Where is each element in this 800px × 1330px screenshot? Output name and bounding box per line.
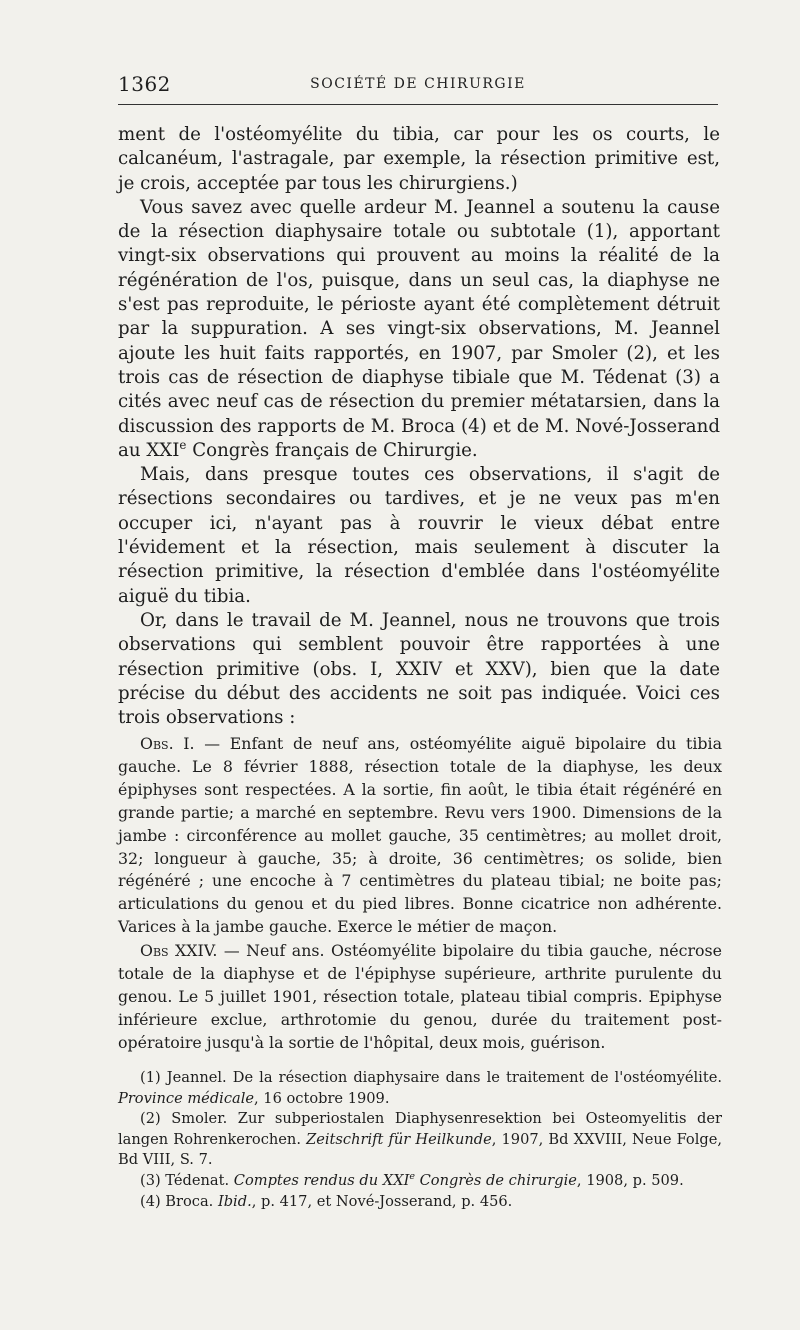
footnote-text: (1) Jeannel. De la résection diaphysaire dans le traitement de l'ostéomyélite. xyxy=(140,1069,722,1086)
observation-text: — Neuf ans. Ostéomyélite bipolaire du tibia gauche, nécrose totale de la diaphyse et de l'épiphyse supérieure, arthrite purulente du genou. Le 5 juillet 1901, résection totale, plateau tibial compris. Epiphyse inférieure exclue, arthrotomie du genou, durée du traitement post-opératoire jusqu'à la sortie de l'hôpital, deux mois, guérison. xyxy=(118,941,722,1052)
header-rule xyxy=(118,104,718,105)
footnote-text: (4) Broca. xyxy=(140,1192,218,1210)
paragraph-2-end: Congrès français de Chirurgie. xyxy=(186,439,478,461)
observation-1 xyxy=(118,733,722,939)
paragraph-4: Or, dans le travail de M. Jeannel, nous ne trouvons que trois observations qui semblent pouvoir être rapportées à une résection primitive (obs. I, XXIV et XXV), bien que la date précise du début des accidents ne soit pas indiquée. Voici ces trois observations : xyxy=(118,609,720,729)
observation-text: — Enfant de neuf ans, ostéomyélite aiguë bipolaire du tibia gauche. Le 8 février 1888, résection totale de la diaphyse, les deux épiphyses sont respectées. A la sortie, fin août, le tibia était régénéré en grande partie; a marché en septembre. Revu vers 1900. Dimensions de la jambe : circonférence au mollet gauche, 35 centimètres; au mollet droit, 32; longueur à gauche, 35; à droite, 36 centimètres; os solide, bien régénéré ; une encoche à 7 centimètres du plateau tibial; ne boite pas; articulations du genou et du pied libres. Bonne cicatrice non adhérente. Varices à la jambe gauche. Exerce le métier de maçon. xyxy=(118,734,723,937)
footnote-text: (3) Tédenat. xyxy=(140,1171,234,1189)
footnote-italic: Ibid. xyxy=(217,1192,252,1210)
page-number: 1362 xyxy=(118,72,171,96)
paragraph-1: ment de l'ostéomyélite du tibia, car pour les os courts, le calcanéum, l'astragale, par exemple, la résection primitive est, je crois, acceptée par tous les chirurgiens.) xyxy=(118,124,720,194)
observation-label: Obs XXIV. xyxy=(140,941,218,961)
footnote-text: , 1907, Bd XXVIII, Neue Folge, Bd VIII, S. 7. xyxy=(118,1130,722,1169)
footnote-4 xyxy=(118,1192,722,1213)
paragraph-2-text: Vous savez avec quelle ardeur M. Jeannel a soutenu la cause de la résection diaphysaire totale ou subtotale (1), apportant vingt-six observations qui prouvent au moins la réalité de la régénération de l'os, puisque, dans un seul cas, la diaphyse ne s'est pas reproduite, le périoste ayant été complètement détruit par la suppuration. A ses vingt-six observations, M. Jeannel ajoute les huit faits rapportés, en 1907, par Smoler (2), et les trois cas de résection de diaphyse tibiale que M. Tédenat (3) a cités avec neuf cas de résection du premier métatarsien, dans la discussion des rapports de M. Broca (4) et de M. Nové-Josserand au XXI xyxy=(118,196,720,461)
footnote-italic: Congrès de chirurgie xyxy=(414,1171,577,1189)
observations xyxy=(118,733,722,1055)
footnotes xyxy=(118,1068,722,1212)
running-title: SOCIÉTÉ DE CHIRURGIE xyxy=(310,76,526,92)
page-header xyxy=(118,72,718,100)
observation-label: Obs. I. xyxy=(140,734,195,753)
footnote-italic: Comptes rendus du XXI xyxy=(233,1171,410,1189)
footnote-3 xyxy=(118,1171,722,1192)
footnote-2 xyxy=(118,1109,722,1171)
footnote-italic: Zeitschrift für Heilkunde xyxy=(306,1130,492,1148)
footnote-text: , p. 417, et Nové-Josserand, p. 456. xyxy=(251,1192,513,1210)
paragraph-2 xyxy=(118,196,720,463)
paragraph-3: Mais, dans presque toutes ces observations, il s'agit de résections secondaires ou tardives, et je ne veux pas m'en occuper ici, n'ayant pas à rouvrir le vieux débat entre l'évidement et la résection, mais seulement à discuter la résection primitive, la résection d'emblée dans l'ostéomyélite aiguë du tibia. xyxy=(118,464,720,607)
superscript: e xyxy=(409,1171,415,1183)
observation-24 xyxy=(118,940,722,1055)
body-text xyxy=(118,123,720,730)
footnote-1 xyxy=(118,1068,722,1109)
footnote-italic: Province médicale xyxy=(118,1089,255,1107)
superscript: e xyxy=(179,437,187,452)
footnote-text: , 16 octobre 1909. xyxy=(254,1089,390,1107)
footnote-text: , 1908, p. 509. xyxy=(576,1171,684,1189)
footnote-text: (2) Smoler. Zur subperiostalen Diaphysenresektion bei Osteomyelitis der langen Rohrenkerochen. xyxy=(118,1110,722,1148)
